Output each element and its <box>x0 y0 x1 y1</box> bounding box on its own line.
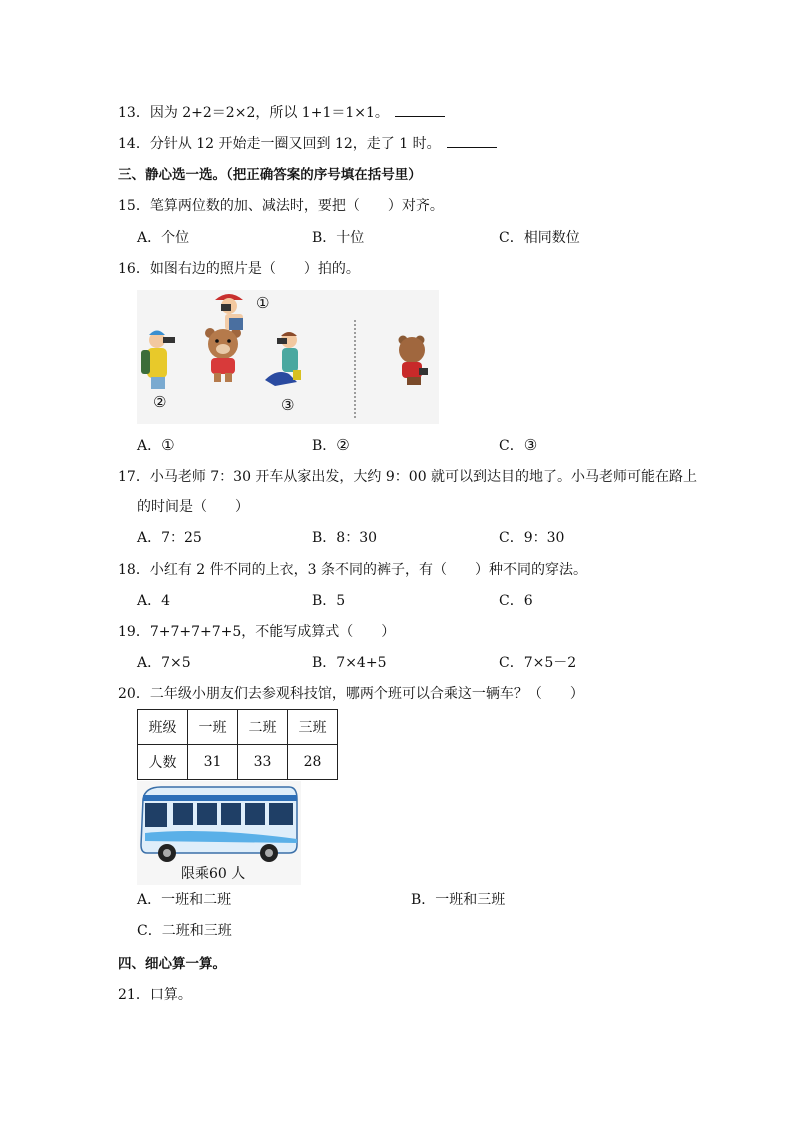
question-16-option-a[interactable] <box>137 436 175 455</box>
table-header-cell: 班级 <box>138 710 188 745</box>
figure-label-3: ③ <box>281 396 295 414</box>
question-13 <box>118 104 445 122</box>
table-row-label: 人数 <box>138 745 188 780</box>
question-13-text: 13．因为 2+2＝2×2，所以 1+1＝1×1。 <box>118 105 389 121</box>
table-header-cell: 二班 <box>238 710 288 745</box>
bus-capacity-caption: 限乘60 人 <box>181 866 246 882</box>
section-4-title: 四、细心算一算。 <box>118 956 226 972</box>
question-14 <box>118 135 497 153</box>
section-3-title: 三、静心选一选。（把正确答案的序号填在括号里） <box>118 167 422 183</box>
question-18-option-c[interactable]: C．6 <box>499 593 533 609</box>
question-20-option-b[interactable]: B．一班和三班 <box>411 892 506 908</box>
figure-label-1: ① <box>256 294 270 312</box>
table-header-cell: 三班 <box>288 710 338 745</box>
table-cell: 33 <box>238 745 288 780</box>
question-19-text: 19．7+7+7+7+5，不能写成算式（ ） <box>118 624 396 640</box>
table-row <box>138 745 338 780</box>
question-17-option-a[interactable]: A．7：25 <box>137 530 202 546</box>
table-cell: 28 <box>288 745 338 780</box>
question-14-text: 14．分针从 12 开始走一圈又回到 12，走了 1 时。 <box>118 136 441 152</box>
question-16-option-c[interactable] <box>499 436 537 455</box>
question-17-line-2: 的时间是（ ） <box>137 499 249 515</box>
table-cell: 31 <box>188 745 238 780</box>
question-15-option-a[interactable]: A．个位 <box>137 230 190 246</box>
option-value: ① <box>161 436 175 454</box>
option-letter: C． <box>499 438 524 454</box>
question-20-option-a[interactable]: A．一班和二班 <box>137 892 232 908</box>
question-17-option-c[interactable]: C．9：30 <box>499 530 565 546</box>
table-header-cell: 一班 <box>188 710 238 745</box>
option-value: ② <box>336 436 350 454</box>
option-value: ③ <box>523 436 538 454</box>
answer-blank[interactable] <box>395 104 445 117</box>
question-15-text: 15．笔算两位数的加、减法时，要把（ ）对齐。 <box>118 198 444 214</box>
table-header-row <box>138 710 338 745</box>
question-17-line-1: 17．小马老师 7：30 开车从家出发，大约 9：00 就可以到达目的地了。小马老师可能在路上 <box>118 469 698 485</box>
class-size-table <box>137 709 338 780</box>
question-19-option-b[interactable]: B．7×4+5 <box>312 655 387 671</box>
figure-label-2: ② <box>153 393 167 411</box>
question-19-option-a[interactable]: A．7×5 <box>137 655 191 671</box>
question-17-option-b[interactable]: B．8：30 <box>312 530 378 546</box>
option-letter: A． <box>137 438 162 454</box>
question-18-option-a[interactable]: A．4 <box>137 593 171 609</box>
question-16-text: 16．如图右边的照片是（ ）拍的。 <box>118 261 360 277</box>
question-18-option-b[interactable]: B．5 <box>312 593 346 609</box>
question-18-text: 18．小红有 2 件不同的上衣，3 条不同的裤子，有（ ）种不同的穿法。 <box>118 562 587 578</box>
question-20-option-c[interactable]: C．二班和三班 <box>137 923 232 939</box>
question-19-option-c[interactable]: C．7×5－2 <box>499 655 577 671</box>
question-15-option-c[interactable]: C．相同数位 <box>499 230 580 246</box>
question-20-text: 20．二年级小朋友们去参观科技馆，哪两个班可以合乘这一辆车？（ ） <box>118 686 584 702</box>
question-16-option-b[interactable] <box>312 436 350 455</box>
question-15-option-b[interactable]: B．十位 <box>312 230 365 246</box>
question-21-text: 21．口算。 <box>118 987 192 1003</box>
option-letter: B． <box>312 438 337 454</box>
answer-blank[interactable] <box>447 135 497 148</box>
